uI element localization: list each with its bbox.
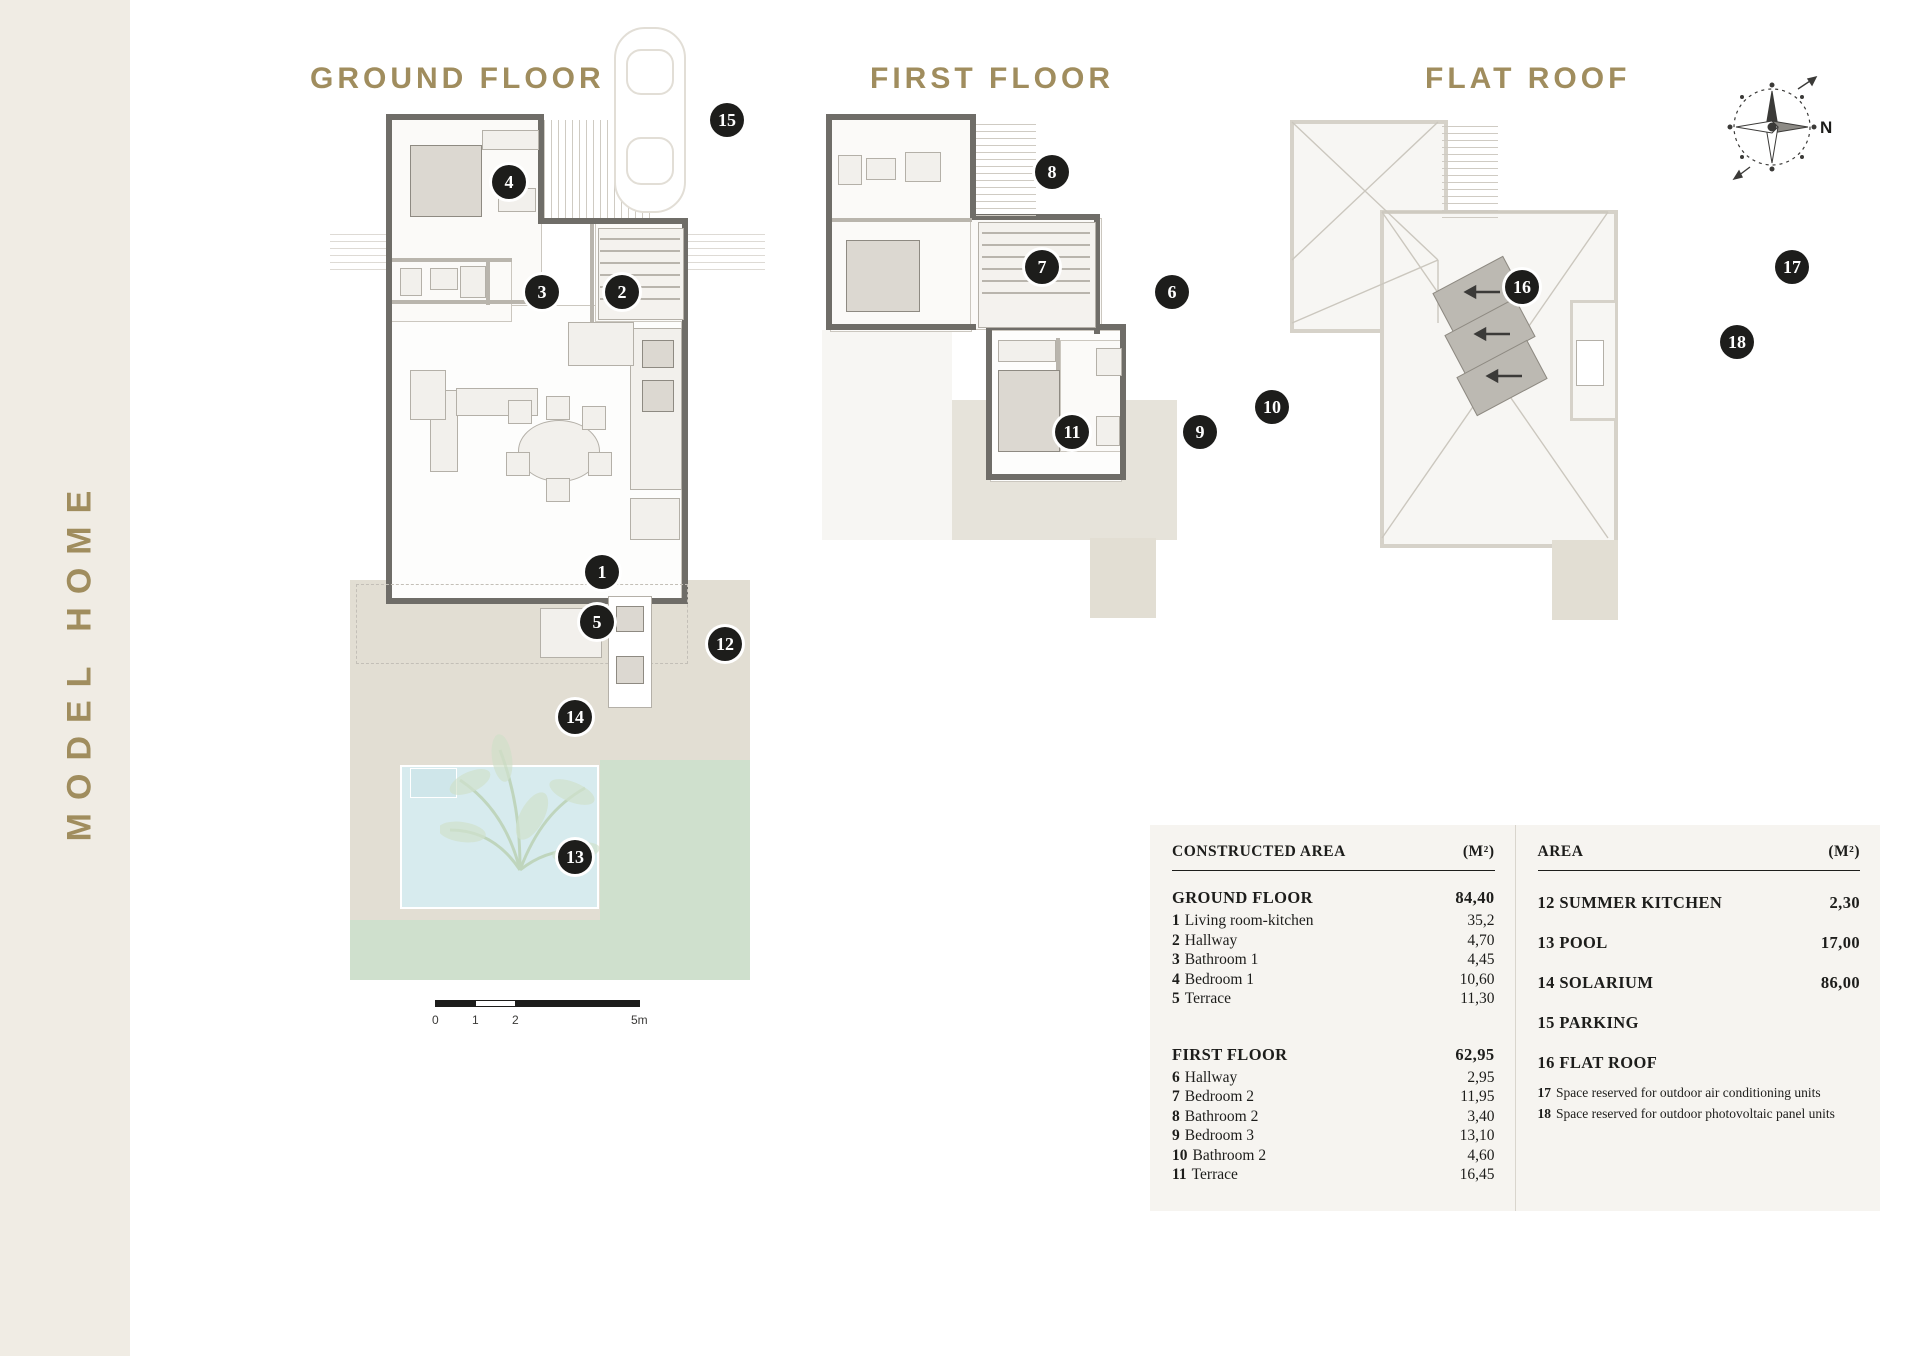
marker-10[interactable]: 10 (1255, 390, 1289, 424)
garden-area-2 (350, 920, 600, 980)
stair-tread (982, 292, 1090, 294)
chair (508, 400, 532, 424)
wall (386, 114, 392, 604)
note-text: Space reserved for outdoor photovoltaic panel units (1556, 1106, 1835, 1121)
group-name: GROUND FLOOR (1172, 888, 1313, 907)
row-number: 11 (1172, 1166, 1187, 1183)
row-number: 7 (1172, 1088, 1180, 1105)
note-number: 18 (1537, 1106, 1551, 1121)
interior-wall (486, 260, 490, 305)
table-note (1538, 1083, 1861, 1102)
constructed-area-table (1150, 825, 1515, 1211)
row-value: 10,60 (1459, 970, 1495, 988)
table-row (1538, 933, 1861, 953)
stair-tread (600, 250, 680, 252)
kitchen-hob (642, 380, 674, 412)
row-label: Terrace (1191, 1166, 1238, 1183)
chair (588, 452, 612, 476)
table-row (1172, 989, 1495, 1009)
flat-roof-plan (1270, 100, 1720, 660)
row-number: 4 (1172, 970, 1180, 988)
note-text: Space reserved for outdoor air conditioning units (1556, 1085, 1821, 1100)
table-row (1172, 911, 1495, 931)
wall (986, 324, 992, 479)
scale-label-2: 2 (512, 1013, 519, 1027)
scale-seg (475, 1000, 517, 1007)
sink-fixture (430, 268, 458, 290)
scale-label-0: 0 (432, 1013, 439, 1027)
marker-2[interactable]: 2 (605, 275, 639, 309)
row-number: 15 (1537, 1013, 1555, 1032)
wardrobe-furniture (998, 340, 1056, 362)
table-row (1538, 973, 1861, 993)
stair-tread (600, 238, 680, 240)
row-number: 8 (1172, 1107, 1180, 1125)
group-total: 62,95 (1455, 1044, 1495, 1064)
table-row (1172, 1068, 1495, 1088)
summer-kitchen-hob (616, 656, 644, 684)
table-header-title: CONSTRUCTED AREA (1172, 843, 1346, 860)
pergola-hatch (976, 120, 1036, 216)
car-icon (605, 20, 695, 220)
kitchen-sink (642, 340, 674, 368)
compass-rose (1720, 75, 1840, 185)
table-row (1172, 1165, 1495, 1185)
row-value: 86,00 (1820, 973, 1860, 992)
group-total-row (1172, 888, 1495, 908)
area-table (1515, 825, 1881, 1211)
ground-floor-title: GROUND FLOOR (310, 62, 605, 95)
row-label: Bathroom 2 (1184, 1107, 1259, 1125)
group-name: FIRST FLOOR (1172, 1044, 1288, 1064)
shower-fixture (1096, 348, 1122, 376)
scale-seg (515, 1000, 640, 1007)
ground-floor-plan (250, 100, 810, 1020)
marker-16[interactable]: 16 (1505, 270, 1539, 304)
marker-8[interactable]: 8 (1035, 155, 1069, 189)
marker-3[interactable]: 3 (525, 275, 559, 309)
wall (826, 324, 976, 330)
row-label: Bedroom 3 (1184, 1127, 1255, 1144)
terrace-plane (822, 330, 952, 540)
row-value: 4,70 (1467, 931, 1495, 949)
side-table (410, 370, 446, 420)
summer-kitchen-sink (616, 606, 644, 632)
group-ground-floor (1172, 888, 1495, 1009)
garden-area (600, 760, 750, 980)
stair-tread (982, 244, 1090, 246)
toilet-fixture (400, 268, 422, 296)
row-number: 6 (1172, 1068, 1180, 1086)
stair-tread (600, 262, 680, 264)
sidebar (0, 0, 130, 1356)
marker-14[interactable]: 14 (558, 700, 592, 734)
bed-furniture (410, 145, 482, 217)
interior-wall (392, 258, 512, 262)
marker-9[interactable]: 9 (1183, 415, 1217, 449)
bed-furniture (998, 370, 1060, 452)
row-value: 16,45 (1459, 1166, 1495, 1183)
area-tables (1150, 825, 1880, 1211)
group-total-row (1172, 1045, 1495, 1065)
row-value: 2,30 (1829, 893, 1860, 912)
row-label: Terrace (1184, 990, 1231, 1007)
row-value: 13,10 (1459, 1127, 1495, 1144)
chair (582, 406, 606, 430)
table-header-title: AREA (1537, 843, 1584, 860)
pv-direction-arrows (1430, 260, 1560, 410)
interior-wall (590, 224, 594, 324)
wall (986, 474, 1126, 480)
row-number: 1 (1172, 912, 1180, 929)
table-header-unit: (M²) (1828, 843, 1860, 860)
kitchen-appliance (630, 498, 680, 540)
first-floor-plan (810, 100, 1260, 660)
row-label: Bedroom 2 (1184, 1088, 1255, 1105)
row-value: 17,00 (1820, 933, 1860, 952)
entrance-steps (1090, 538, 1156, 618)
row-number: 13 (1537, 933, 1555, 952)
chair (546, 478, 570, 502)
wall (826, 114, 976, 120)
row-label: POOL (1559, 933, 1608, 952)
table-row (1538, 1013, 1861, 1033)
table-row (1172, 1087, 1495, 1107)
first-floor-title: FIRST FLOOR (870, 62, 1114, 95)
table-row (1172, 1126, 1495, 1146)
chair (506, 452, 530, 476)
table-header-unit: (M²) (1462, 843, 1495, 860)
row-label: Bedroom 1 (1184, 970, 1255, 988)
marker-5[interactable]: 5 (580, 605, 614, 639)
table-row (1172, 1107, 1495, 1127)
row-label: FLAT ROOF (1559, 1053, 1658, 1072)
row-number: 9 (1172, 1127, 1180, 1144)
row-number: 5 (1172, 990, 1180, 1007)
row-number: 16 (1537, 1053, 1555, 1072)
row-number: 12 (1537, 893, 1555, 912)
compass-north-label: N (1820, 118, 1833, 137)
row-value: 4,45 (1467, 951, 1495, 968)
table-row (1172, 970, 1495, 990)
row-number: 10 (1172, 1146, 1188, 1164)
row-label: Bathroom 1 (1184, 951, 1259, 968)
marker-6[interactable]: 6 (1155, 275, 1189, 309)
marker-15[interactable]: 15 (710, 103, 744, 137)
scale-label-1: 1 (472, 1013, 479, 1027)
row-value: 3,40 (1467, 1107, 1495, 1125)
stair-tread (600, 274, 680, 276)
wall (386, 114, 544, 120)
bed-furniture (846, 240, 920, 312)
group-first-floor (1172, 1045, 1495, 1185)
flat-roof-title: FLAT ROOF (1425, 62, 1631, 95)
row-value: 11,95 (1460, 1088, 1495, 1105)
table-header (1538, 843, 1861, 871)
stair-tread (982, 232, 1090, 234)
sidebar-title: MODEL HOME (60, 477, 99, 842)
row-label: Bathroom 2 (1192, 1146, 1267, 1164)
table-row (1172, 950, 1495, 970)
table-note (1538, 1104, 1861, 1123)
shower-fixture (460, 266, 486, 298)
marker-4[interactable]: 4 (492, 165, 526, 199)
group-total: 84,40 (1455, 888, 1495, 907)
toilet-fixture (1096, 416, 1120, 446)
plan-sheet (130, 0, 1920, 1356)
row-value: 4,60 (1467, 1146, 1495, 1164)
interior-wall (832, 218, 972, 222)
kitchen-island (568, 322, 634, 366)
chair (546, 396, 570, 420)
row-number: 3 (1172, 951, 1180, 968)
row-label: Living room-kitchen (1184, 912, 1314, 929)
table-row (1538, 1053, 1861, 1073)
row-number: 2 (1172, 931, 1180, 949)
table-row (1172, 931, 1495, 951)
row-label: Hallway (1184, 931, 1238, 949)
row-label: SUMMER KITCHEN (1559, 893, 1723, 912)
shower-fixture (905, 152, 941, 182)
marker-13[interactable]: 13 (558, 840, 592, 874)
row-label: SOLARIUM (1559, 973, 1654, 992)
row-value: 11,30 (1460, 990, 1495, 1007)
row-number: 14 (1537, 973, 1555, 992)
table-header (1172, 843, 1495, 871)
wardrobe-furniture (482, 130, 539, 150)
scale-seg (435, 1000, 475, 1007)
row-value: 35,2 (1467, 912, 1495, 929)
ac-unit-space (1576, 340, 1604, 386)
row-label: PARKING (1559, 1013, 1639, 1032)
marker-17[interactable]: 17 (1775, 250, 1809, 284)
note-number: 17 (1537, 1085, 1551, 1100)
table-row (1172, 1146, 1495, 1166)
marker-18[interactable]: 18 (1720, 325, 1754, 359)
toilet-fixture (838, 155, 862, 185)
sink-fixture (866, 158, 896, 180)
row-value: 2,95 (1467, 1068, 1495, 1086)
row-label: Hallway (1184, 1068, 1238, 1086)
marker-1[interactable]: 1 (585, 555, 619, 589)
table-row (1538, 893, 1861, 913)
scale-label-5: 5m (631, 1013, 648, 1027)
interior-wall (392, 300, 542, 304)
marker-7[interactable]: 7 (1025, 250, 1059, 284)
marker-12[interactable]: 12 (708, 627, 742, 661)
marker-11[interactable]: 11 (1055, 415, 1089, 449)
